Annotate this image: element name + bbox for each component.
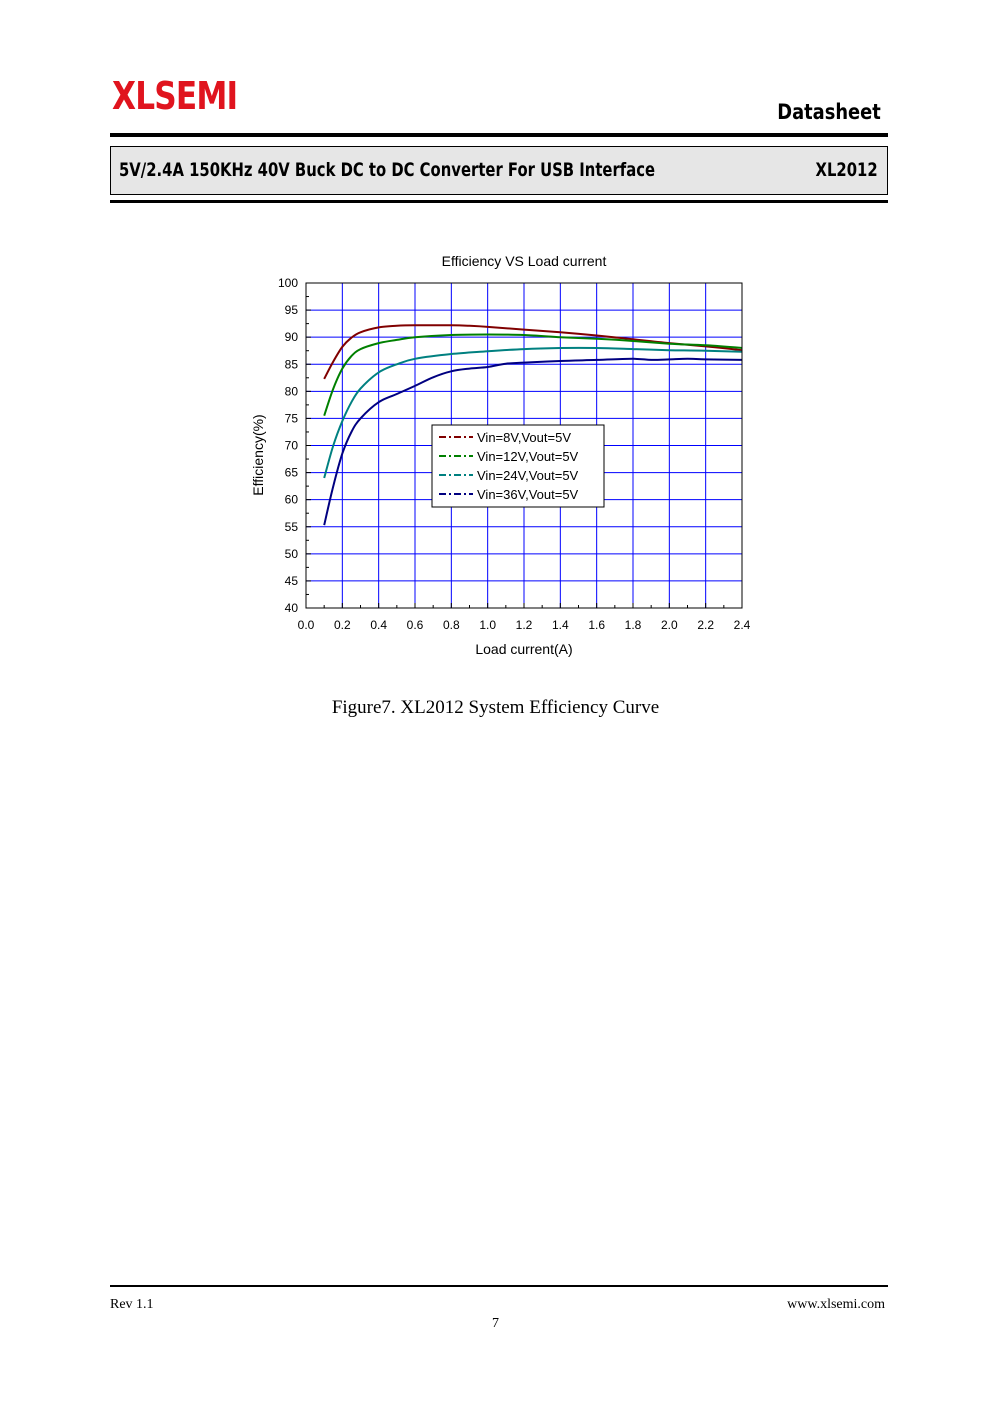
y-tick-label: 65	[284, 465, 298, 480]
website-link[interactable]: www.xlsemi.com	[787, 1297, 885, 1312]
chart-legend	[432, 425, 604, 507]
legend-label-3: Vin=24V,Vout=5V	[477, 468, 579, 483]
y-tick-label: 45	[284, 573, 298, 588]
series-line-2	[324, 335, 742, 416]
title-banner	[110, 146, 888, 195]
header-rule-top	[110, 133, 888, 137]
y-tick-label: 70	[284, 438, 298, 453]
y-tick-label: 75	[284, 411, 298, 426]
x-tick-label: 0.6	[406, 618, 424, 632]
header-rule-bottom	[110, 200, 888, 203]
legend-label-1: Vin=8V,Vout=5V	[477, 430, 571, 445]
y-tick-label: 90	[284, 330, 298, 345]
document-type: Datasheet	[777, 100, 881, 124]
x-tick-label: 2.0	[660, 618, 678, 632]
x-tick-label: 0.2	[333, 618, 351, 632]
footer-rule	[110, 1285, 888, 1287]
x-tick-label: 0.8	[442, 618, 460, 632]
legend-label-4: Vin=36V,Vout=5V	[477, 487, 579, 502]
y-axis-label: Efficiency(%)	[250, 414, 266, 496]
y-tick-label: 85	[284, 357, 298, 372]
series-line-1	[324, 325, 742, 379]
x-tick-label: 0.0	[297, 618, 315, 632]
chart-title: Efficiency VS Load current	[441, 253, 607, 269]
part-number: XL2012	[815, 159, 878, 181]
y-tick-label: 80	[284, 384, 298, 399]
legend-label-2: Vin=12V,Vout=5V	[477, 449, 579, 464]
y-tick-label: 50	[284, 546, 298, 561]
efficiency-chart	[230, 240, 770, 670]
y-tick-label: 55	[284, 519, 298, 534]
y-tick-label: 60	[284, 492, 298, 507]
y-tick-label: 95	[284, 303, 298, 318]
document-title: 5V/2.4A 150KHz 40V Buck DC to DC Converter For USB Interface	[119, 159, 656, 181]
page-number: 7	[492, 1316, 499, 1331]
x-tick-label: 2.4	[733, 618, 751, 632]
company-logo: XLSEMI	[112, 74, 238, 118]
x-tick-label: 1.4	[551, 618, 569, 632]
y-tick-label: 100	[277, 276, 298, 290]
figure-caption: Figure7. XL2012 System Efficiency Curve	[331, 697, 660, 718]
revision-label: Rev 1.1	[110, 1297, 154, 1312]
x-tick-label: 1.0	[479, 618, 497, 632]
x-tick-label: 1.6	[588, 618, 606, 632]
x-tick-label: 1.8	[624, 618, 642, 632]
x-tick-label: 2.2	[697, 618, 715, 632]
y-tick-label: 40	[284, 601, 298, 615]
x-tick-label: 1.2	[515, 618, 533, 632]
x-tick-label: 0.4	[370, 618, 388, 632]
x-axis-label: Load current(A)	[475, 641, 573, 657]
